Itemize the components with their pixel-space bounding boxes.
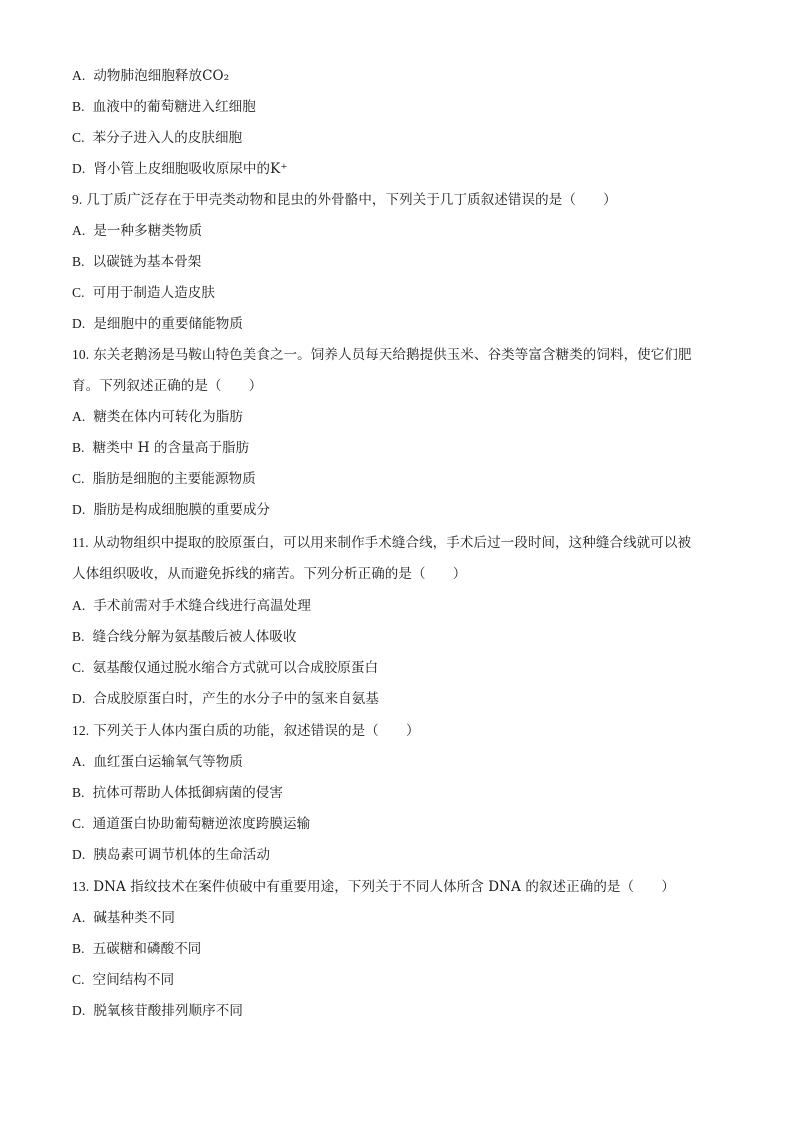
- question-12-option-b: [72, 783, 283, 803]
- question-11-option-c: [72, 658, 378, 678]
- question-10-option-b: [72, 438, 249, 458]
- option-letter: D.: [72, 161, 86, 176]
- option-letter: B.: [72, 785, 85, 800]
- question-9-stem: [72, 190, 617, 210]
- option-a: [72, 66, 229, 86]
- question-stem-text: 东关老鹅汤是马鞍山特色美食之一。饲养人员每天给鹅提供玉米、谷类等富含糖类的饲料，使它们肥: [93, 347, 692, 363]
- question-13-option-b: [72, 939, 201, 959]
- question-10-stem-line-2: [72, 376, 262, 396]
- option-letter: C.: [72, 972, 85, 987]
- option-text: 苯分子进入人的皮肤细胞: [92, 130, 243, 146]
- option-letter: A.: [72, 598, 86, 613]
- option-text: 是一种多糖类物质: [93, 223, 203, 239]
- option-letter: C.: [72, 471, 85, 486]
- question-12-option-d: [72, 845, 270, 865]
- question-11-option-b: [72, 627, 297, 647]
- question-stem-text: 人体组织吸收，从而避免拆线的痛苦。下列分析正确的是（ ）: [72, 566, 467, 582]
- question-12-option-c: [72, 814, 310, 834]
- question-stem-text: 育。下列叙述正确的是（ ）: [72, 378, 263, 394]
- question-number: 10.: [72, 347, 90, 362]
- question-10-stem-line-1: [72, 345, 692, 365]
- question-9-option-b: [72, 252, 201, 272]
- option-text: 动物肺泡细胞释放CO₂: [93, 68, 230, 84]
- option-text: 通道蛋白协助葡萄糖逆浓度跨膜运输: [92, 816, 311, 832]
- question-12-stem: [72, 721, 420, 741]
- option-letter: D.: [72, 847, 86, 862]
- question-stem-text: DNA 指纹技术在案件侦破中有重要用途，下列关于不同人体所含 DNA 的叙述正确的是（ ）: [93, 879, 675, 895]
- option-letter: A.: [72, 68, 86, 83]
- question-stem-text: 下列关于人体内蛋白质的功能，叙述错误的是（ ）: [93, 723, 420, 739]
- option-text: 血红蛋白运输氧气等物质: [93, 754, 243, 770]
- question-number: 11.: [72, 535, 89, 550]
- option-text: 可用于制造人造皮肤: [92, 285, 215, 301]
- option-letter: D.: [72, 502, 86, 517]
- question-11-stem-line-2: [72, 564, 466, 584]
- option-letter: A.: [72, 223, 86, 238]
- question-stem-text: 从动物组织中提取的胶原蛋白，可以用来制作手术缝合线，手术后过一段时间，这种缝合线就可以被: [92, 535, 692, 551]
- option-text: 糖类中 H 的含量高于脂肪: [92, 440, 250, 456]
- question-number: 9.: [72, 192, 83, 207]
- option-letter: C.: [72, 285, 85, 300]
- option-letter: B.: [72, 629, 85, 644]
- option-text: 是细胞中的重要储能物质: [93, 316, 243, 332]
- option-text: 空间结构不同: [92, 972, 175, 988]
- option-letter: B.: [72, 440, 85, 455]
- option-text: 糖类在体内可转化为脂肪: [93, 409, 243, 425]
- option-letter: D.: [72, 1003, 86, 1018]
- question-number: 13.: [72, 879, 90, 894]
- question-13-option-d: [72, 1001, 243, 1021]
- question-11-option-d: [72, 689, 379, 709]
- option-text: 碱基种类不同: [93, 910, 175, 926]
- option-letter: B.: [72, 254, 85, 269]
- question-number: 12.: [72, 723, 90, 738]
- option-text: 氨基酸仅通过脱水缩合方式就可以合成胶原蛋白: [92, 660, 379, 676]
- option-letter: B.: [72, 941, 85, 956]
- question-13-option-c: [72, 970, 174, 990]
- question-stem-text: 几丁质广泛存在于甲壳类动物和昆虫的外骨骼中，下列关于几丁质叙述错误的是（ ）: [86, 192, 617, 208]
- question-12-option-a: [72, 752, 243, 772]
- question-11-stem-line-1: [72, 533, 691, 553]
- option-text: 脂肪是细胞的主要能源物质: [92, 471, 256, 487]
- option-letter: A.: [72, 409, 86, 424]
- option-text: 手术前需对手术缝合线进行高温处理: [93, 598, 311, 614]
- option-text: 胰岛素可调节机体的生命活动: [93, 847, 271, 863]
- option-d: [72, 159, 288, 179]
- option-letter: B.: [72, 99, 85, 114]
- option-b: [72, 97, 256, 117]
- option-letter: D.: [72, 316, 86, 331]
- option-text: 抗体可帮助人体抵御病菌的侵害: [92, 785, 283, 801]
- question-13-stem: [72, 877, 675, 897]
- question-10-option-d: [72, 500, 270, 520]
- option-letter: A.: [72, 754, 86, 769]
- option-letter: A.: [72, 910, 86, 925]
- question-13-option-a: [72, 908, 175, 928]
- question-10-option-c: [72, 469, 256, 489]
- question-9-option-c: [72, 283, 215, 303]
- question-11-option-a: [72, 596, 311, 616]
- option-text: 以碳链为基本骨架: [92, 254, 202, 270]
- question-10-option-a: [72, 407, 243, 427]
- question-9-option-a: [72, 221, 202, 241]
- option-text: 脱氧核苷酸排列顺序不同: [93, 1003, 243, 1019]
- option-text: 缝合线分解为氨基酸后被人体吸收: [92, 629, 297, 645]
- option-letter: D.: [72, 691, 86, 706]
- option-text: 血液中的葡萄糖进入红细胞: [92, 99, 256, 115]
- option-letter: C.: [72, 130, 85, 145]
- option-text: 脂肪是构成细胞膜的重要成分: [93, 502, 271, 518]
- option-text: 合成胶原蛋白时，产生的水分子中的氢来自氨基: [93, 691, 379, 707]
- option-letter: C.: [72, 660, 85, 675]
- option-text: 五碳糖和磷酸不同: [92, 941, 202, 957]
- option-text: 肾小管上皮细胞吸收原尿中的K⁺: [93, 161, 288, 177]
- question-9-option-d: [72, 314, 243, 334]
- option-c: [72, 128, 242, 148]
- option-letter: C.: [72, 816, 85, 831]
